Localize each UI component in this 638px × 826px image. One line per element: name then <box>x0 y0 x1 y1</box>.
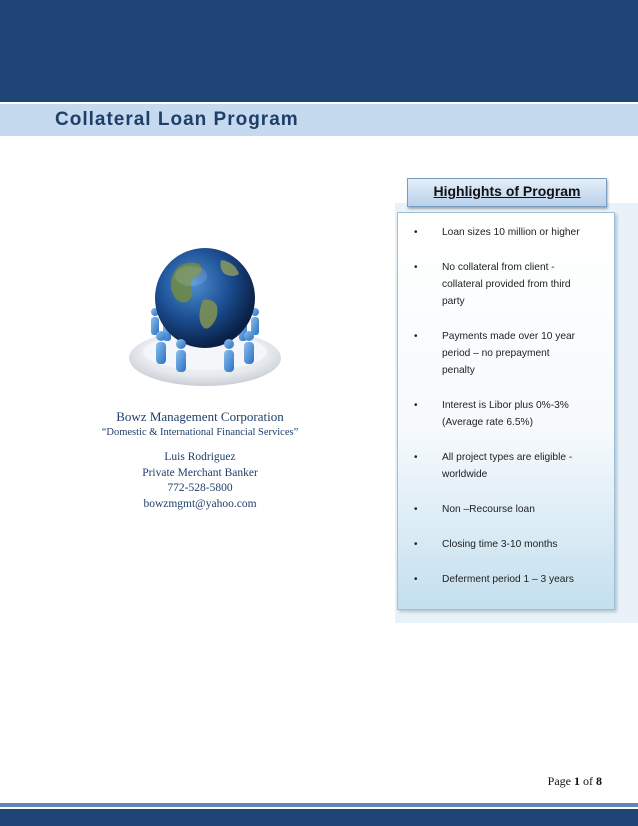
highlight-line: No collateral from client - <box>442 262 555 273</box>
contact-block <box>100 450 300 512</box>
footer-band <box>0 809 638 826</box>
highlight-line: collateral provided from third <box>442 279 571 290</box>
highlight-line: Loan sizes 10 million or higher <box>442 227 580 238</box>
bullet-icon: • <box>414 400 418 411</box>
highlight-line: worldwide <box>442 469 488 480</box>
header-band <box>0 0 638 102</box>
bullet-icon: • <box>414 539 418 550</box>
highlights-heading: Highlights of Program <box>433 183 581 199</box>
bullet-icon: • <box>414 331 418 342</box>
highlight-line: Interest is Libor plus 0%-3% <box>442 400 569 411</box>
page-number <box>520 774 602 789</box>
highlight-item <box>414 397 590 431</box>
title-bar <box>0 104 638 136</box>
highlight-line: penalty <box>442 365 475 376</box>
globe-icon <box>125 240 285 390</box>
highlight-item <box>414 224 590 241</box>
bullet-icon: • <box>414 227 418 238</box>
page-total: 8 <box>596 774 602 788</box>
page-title: Collateral Loan Program <box>55 109 299 130</box>
highlight-line: Payments made over 10 year <box>442 331 576 342</box>
highlight-line: period – no prepayment <box>442 348 550 359</box>
page-prefix: Page <box>547 774 574 788</box>
highlights-heading-tab <box>407 178 607 207</box>
contact-role: Private Merchant Banker <box>142 466 258 479</box>
bullet-icon: • <box>414 504 418 515</box>
highlights-list <box>414 224 590 588</box>
company-block <box>90 408 310 441</box>
company-tagline: “Domestic & International Financial Services” <box>101 427 299 438</box>
highlight-line: All project types are eligible - <box>442 452 573 463</box>
highlight-item <box>414 536 590 553</box>
highlight-item <box>414 259 590 310</box>
page-current: 1 <box>574 774 580 788</box>
footer-rule <box>0 803 638 807</box>
highlight-line: Closing time 3-10 months <box>442 539 558 550</box>
highlight-line: party <box>442 296 465 307</box>
highlight-item <box>414 449 590 483</box>
contact-phone: 772-528-5800 <box>167 482 233 494</box>
bullet-icon: • <box>414 262 418 273</box>
globe-people-illustration <box>125 240 285 390</box>
contact-email: bowzmgmt@yahoo.com <box>143 497 257 510</box>
highlight-line: Non –Recourse loan <box>442 504 535 515</box>
highlight-line: (Average rate 6.5%) <box>442 417 533 428</box>
highlight-item <box>414 571 590 588</box>
contact-person: Luis Rodriguez <box>164 451 236 463</box>
bullet-icon: • <box>414 452 418 463</box>
company-name: Bowz Management Corporation <box>116 409 284 424</box>
highlight-item <box>414 501 590 518</box>
bullet-icon: • <box>414 574 418 585</box>
highlight-item <box>414 328 590 379</box>
page-of: of <box>580 774 596 788</box>
highlight-line: Deferment period 1 – 3 years <box>442 574 574 585</box>
